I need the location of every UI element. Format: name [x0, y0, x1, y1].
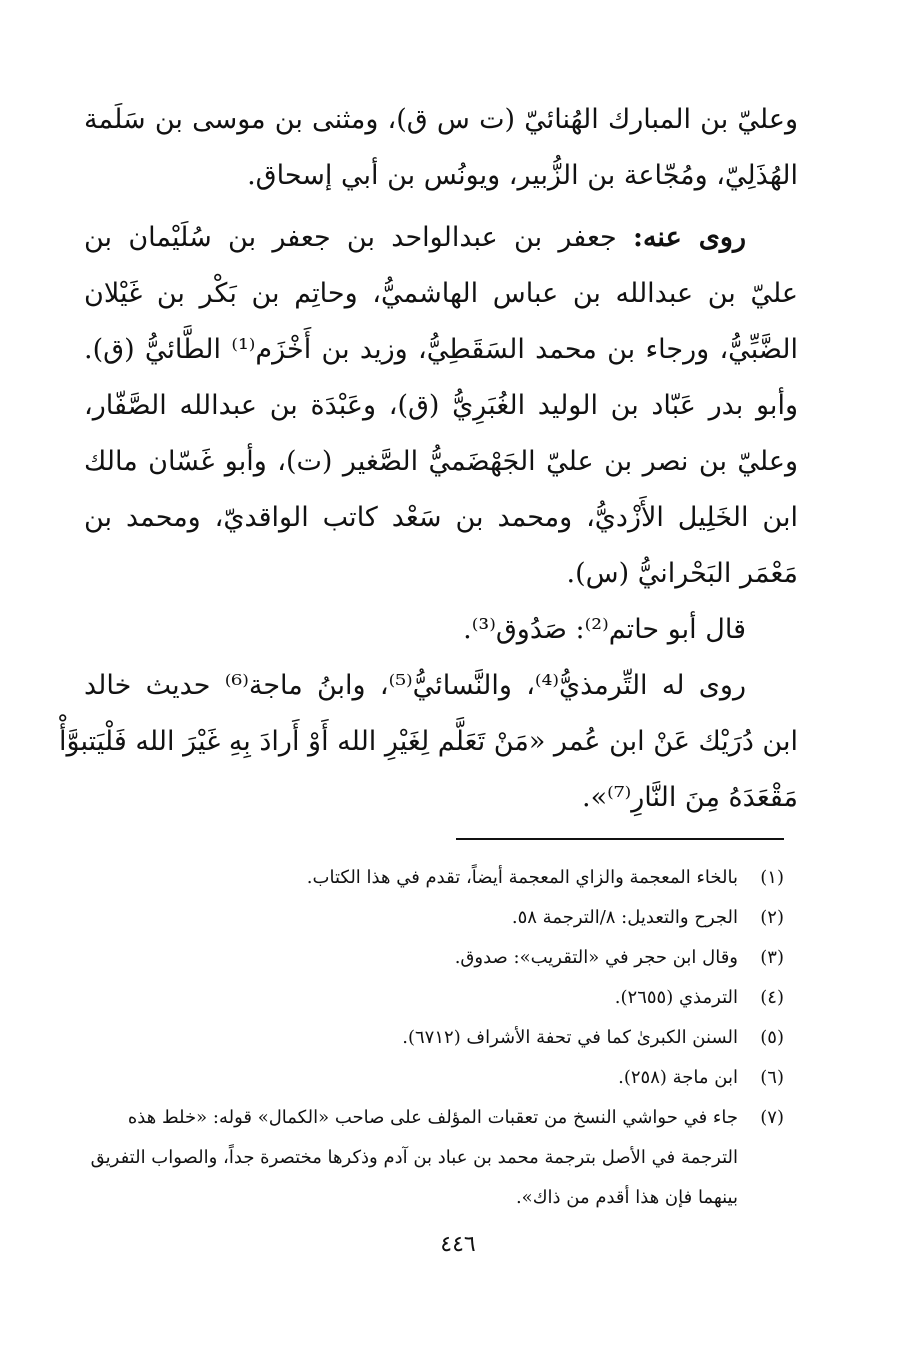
footnote-text: الجرح والتعديل: ٨/الترجمة ٥٨.: [511, 907, 738, 928]
footnote-text: السنن الكبرىٰ كما في تحفة الأشراف (٦٧١٢).: [402, 1027, 738, 1048]
footnote-text: بالخاء المعجمة والزاي المعجمة أيضاً، تقدم في هذا الكتاب.: [306, 867, 738, 888]
footnote-text: وقال ابن حجر في «التقريب»: صدوق.: [454, 947, 738, 968]
footnote-number: (٤): [760, 987, 784, 1008]
footnote: [84, 938, 784, 978]
page-number: ٤٤٦: [440, 1232, 476, 1257]
text-line: عليّ بن عبدالله بن عباس الهاشميُّ، وحاتِم بن بَكْر بن غَيْلان: [84, 278, 799, 309]
footnote: [84, 858, 784, 898]
footnote-number: (٥): [760, 1027, 784, 1048]
footnote-number: (٣): [760, 947, 784, 968]
text-line: وعليّ بن نصر بن عليّ الجَهْضَميُّ الصَّغير (ت)، وأبو غَسّان مالك: [84, 446, 798, 477]
footnote-number: (١): [760, 867, 784, 888]
text-line: روى عنه: جعفر بن عبدالواحد بن جعفر بن سُلَيْمان بن: [84, 222, 747, 253]
main-text: [59, 92, 799, 826]
footnote: [84, 1018, 784, 1058]
text-line: ابن دُرَيْك عَنْ ابن عُمر «مَنْ تَعَلَّم لِغَيْرِ الله أَوْ أَرادَ بِهِ غَيْرَ الله فَلْيَتبوَّأْ: [59, 726, 798, 757]
section-lead: روى عنه:: [632, 222, 747, 253]
footnote: [84, 978, 784, 1018]
text-line: روى له التِّرمذيُّ⁽⁴⁾، والنَّسائيُّ⁽⁵⁾، وابنُ ماجة⁽⁶⁾ حديث خالد: [84, 670, 747, 701]
footnote-number: (٦): [760, 1067, 784, 1088]
text-line: وأبو بدر عَبّاد بن الوليد الغُبَرِيُّ (ق)، وعَبْدَة بن عبدالله الصَّفّار،: [84, 390, 798, 421]
footnote-text: ابن ماجة (٢٥٨).: [618, 1067, 738, 1088]
footnote: [84, 898, 784, 938]
footnote-number: (٢): [760, 907, 784, 928]
footnote-divider: [456, 838, 784, 840]
footnote-text: الترمذي (٢٦٥٥).: [614, 987, 738, 1008]
text-line: مَعْمَر البَحْرانيُّ (س).: [566, 558, 798, 589]
text-line: ابن الخَلِيل الأَزْديُّ، ومحمد بن سَعْد كاتب الواقديّ، ومحمد بن: [84, 502, 798, 533]
footnote-number: (٧): [760, 1107, 784, 1128]
text-line: مَقْعَدَهُ مِنَ النَّارِ⁽⁷⁾».: [582, 782, 798, 813]
footnote: [84, 1058, 784, 1098]
text-line: الهُذَلِيّ، ومُجّاعة بن الزُّبير، ويونُس بن أبي إسحاق.: [247, 160, 798, 191]
footnote: [84, 1098, 784, 1218]
text-line: وعليّ بن المبارك الهُنائيّ (ت س ق)، ومثنى بن موسى بن سَلَمة: [84, 104, 798, 135]
footnotes: [84, 858, 784, 1218]
text-line: قال أبو حاتم⁽²⁾: صَدُوق⁽³⁾.: [463, 614, 746, 645]
footnote-text: جاء في حواشي النسخ من تعقبات المؤلف على صاحب «الكمال» قوله: «خلط هذه الترجمة في الأصل بترجمة محمد بن عباد بن آدم وذكرها مختصرة جداً، والصواب التفريق بينهما فإن هذا أقدم من ذاك».: [90, 1107, 738, 1208]
text-line: الضَّبِّيُّ، ورجاء بن محمد السَقَطِيُّ، وزيد بن أَخْزَم⁽¹⁾ الطَّائيُّ (ق).: [84, 334, 798, 365]
